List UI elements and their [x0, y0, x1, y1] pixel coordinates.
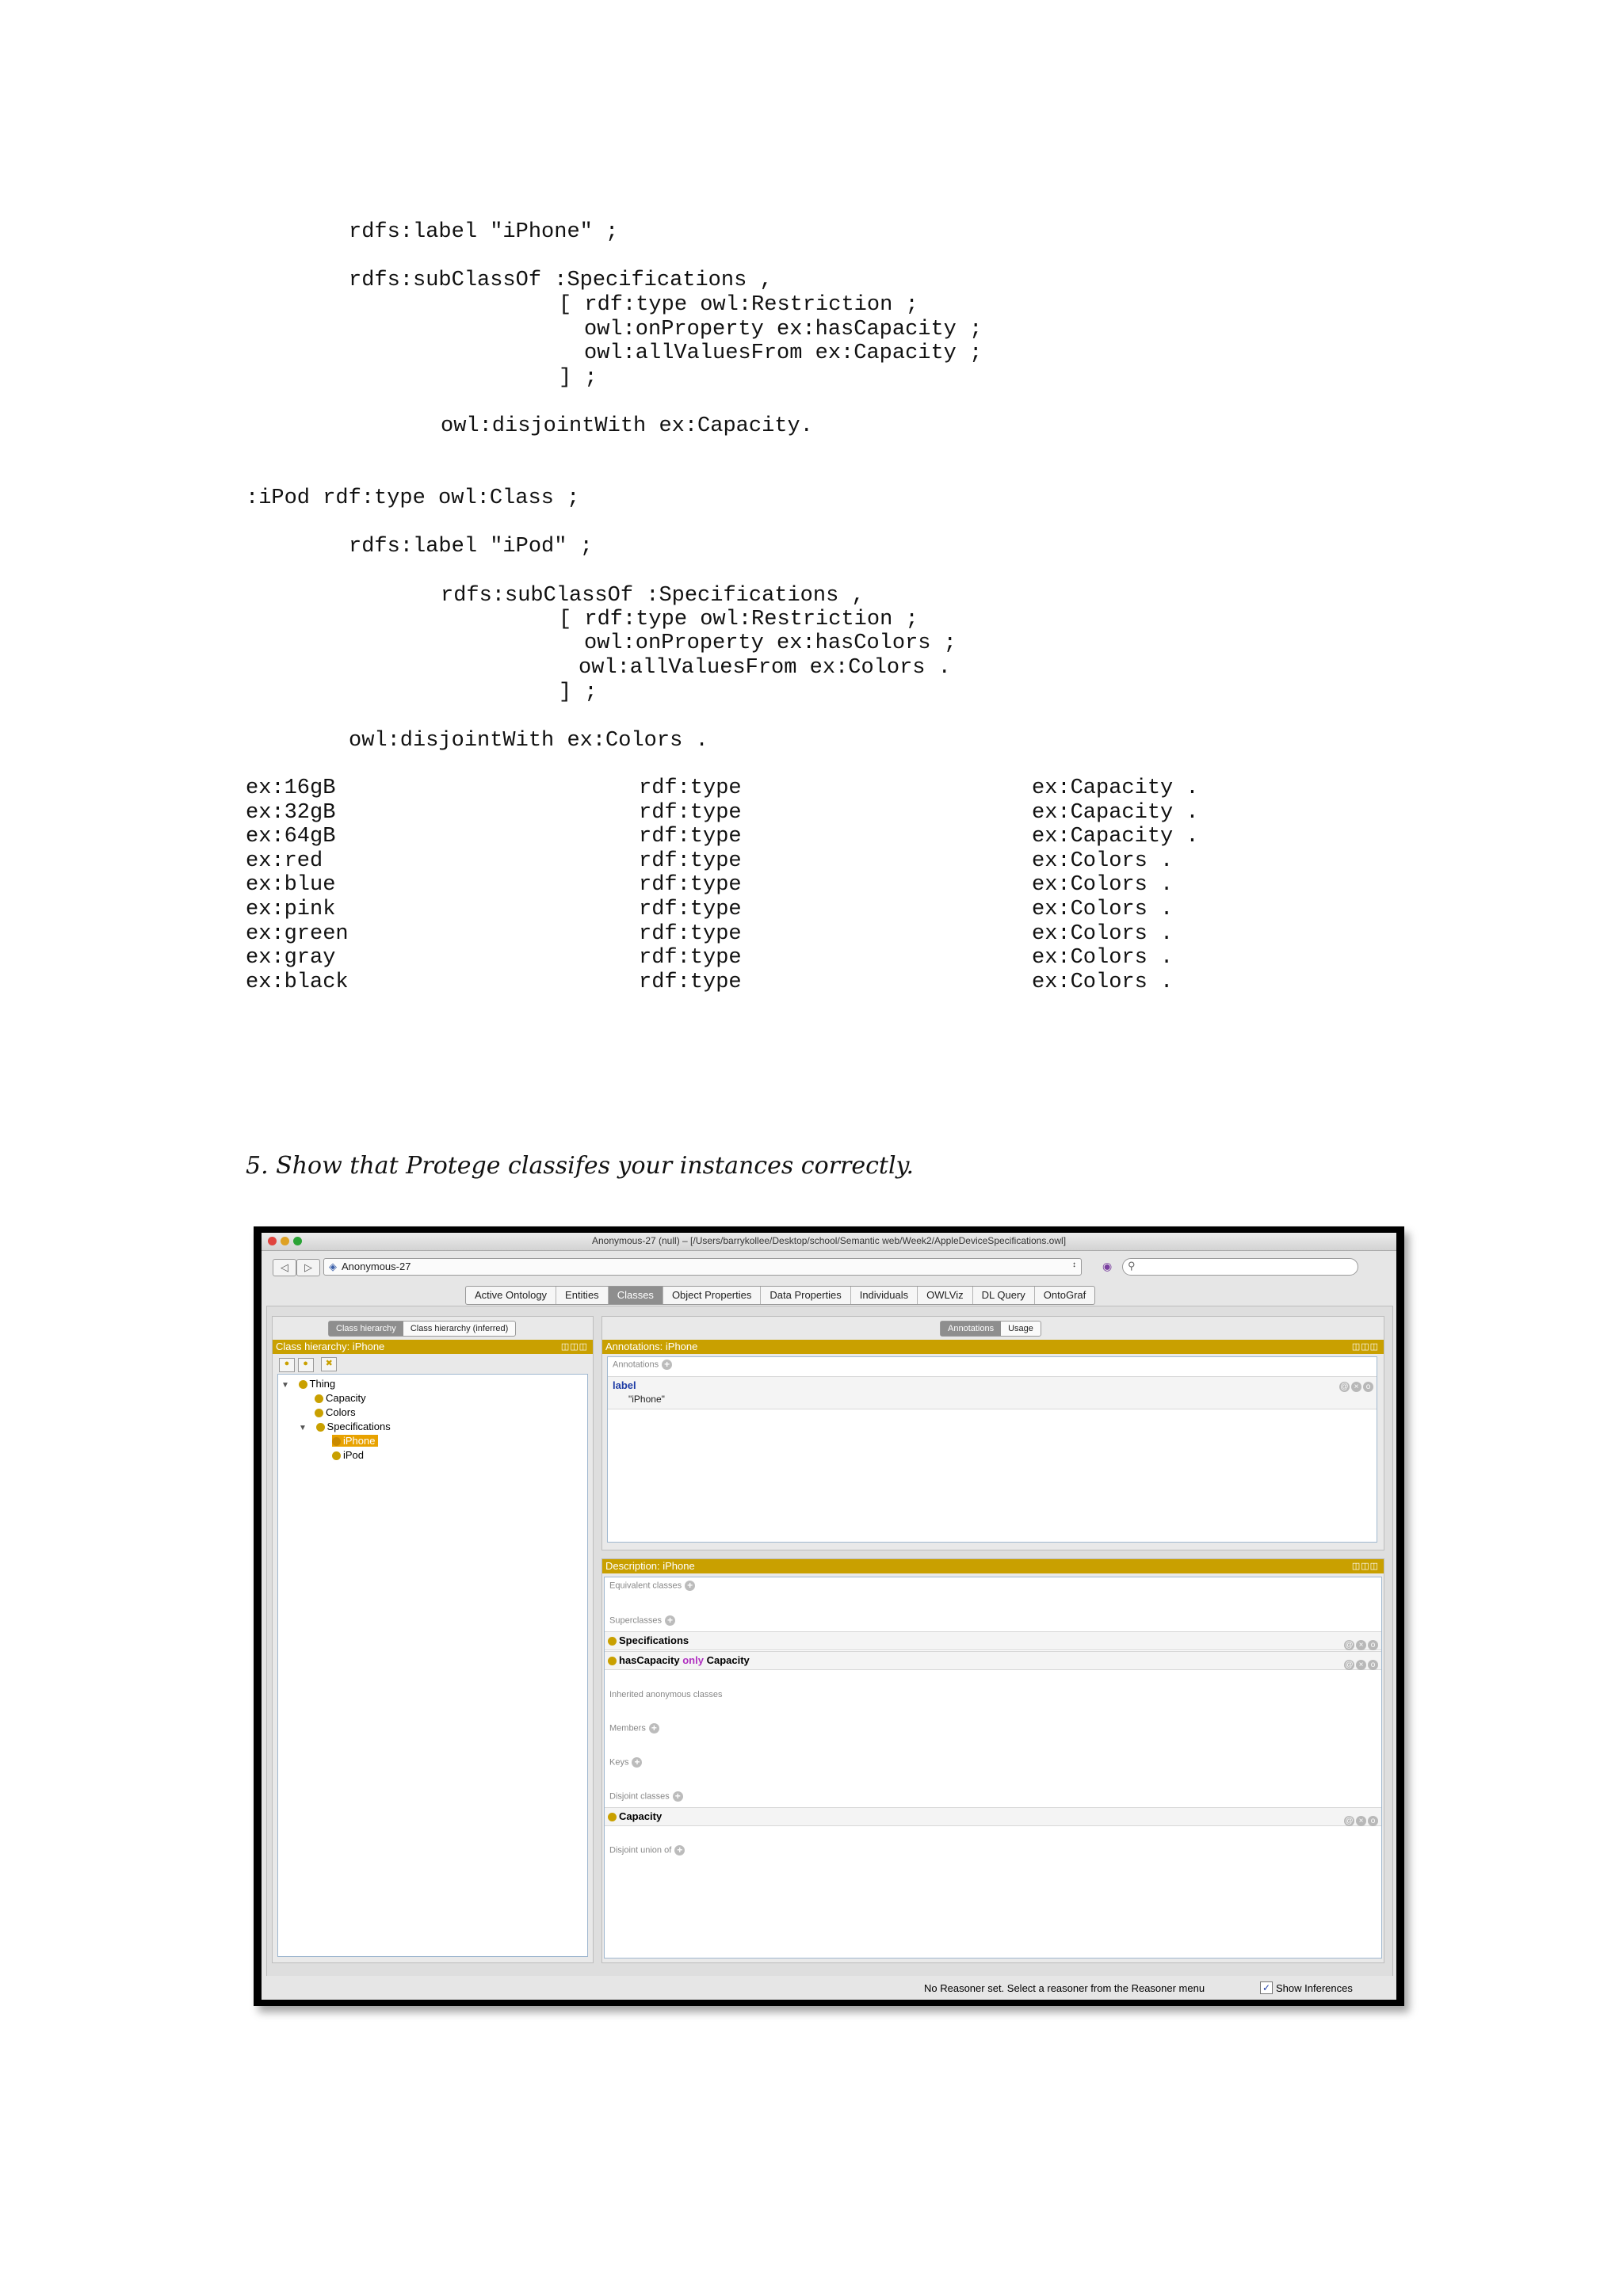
- code-line: :iPod rdf:type owl:Class ;: [246, 486, 580, 510]
- view-controls-icon[interactable]: ◫◫◫: [560, 1342, 588, 1352]
- info-icon[interactable]: @: [1345, 1817, 1354, 1825]
- annotations-list: [607, 1356, 1377, 1543]
- delete-class-icon[interactable]: ✖: [321, 1357, 337, 1371]
- tab-object-properties[interactable]: Object Properties: [663, 1287, 761, 1304]
- superclasses-label: [609, 1615, 675, 1626]
- annotations-section-text: Annotations: [613, 1360, 659, 1370]
- expand-triangle-icon[interactable]: ▼: [281, 1381, 289, 1390]
- edit-icon[interactable]: o: [1368, 1816, 1378, 1826]
- tab-classes[interactable]: Classes: [609, 1287, 663, 1304]
- annotations-header: [602, 1340, 1384, 1354]
- forward-arrow-icon: ▷: [304, 1261, 312, 1273]
- triple-predicate: rdf:type: [639, 776, 742, 800]
- forward-button[interactable]: [296, 1259, 320, 1276]
- superclass-name: Specifications: [619, 1634, 689, 1646]
- restriction-keyword: only: [682, 1654, 704, 1666]
- row-actions: [1342, 1635, 1378, 1653]
- row-actions: [1342, 1655, 1378, 1672]
- main-tabs: [465, 1286, 1095, 1305]
- disjoint-class-name: Capacity: [619, 1810, 663, 1822]
- superclass-row-restriction[interactable]: [605, 1651, 1381, 1670]
- info-icon[interactable]: @: [1345, 1641, 1354, 1650]
- tab-owlviz[interactable]: OWLViz: [918, 1287, 972, 1304]
- triple-object: ex:Colors .: [1032, 946, 1174, 971]
- expand-triangle-icon[interactable]: ▼: [299, 1424, 307, 1432]
- code-line: rdfs:subClassOf :Specifications ,: [349, 269, 773, 292]
- tab-class-hierarchy[interactable]: Class hierarchy: [329, 1322, 403, 1336]
- view-controls-icon[interactable]: ◫◫◫: [1351, 1562, 1379, 1571]
- members-label: [609, 1723, 659, 1733]
- annotations-view-switch: [940, 1321, 1041, 1337]
- toolbar: [262, 1251, 1396, 1283]
- class-icon: [299, 1380, 307, 1389]
- annotations-section-label: [613, 1360, 672, 1370]
- tab-individuals[interactable]: Individuals: [851, 1287, 918, 1304]
- code-line: owl:allValuesFrom ex:Colors .: [579, 656, 951, 680]
- tree-label: iPhone: [343, 1435, 376, 1447]
- keys-label: [609, 1757, 642, 1768]
- class-icon: [608, 1637, 617, 1646]
- description-header: [602, 1559, 1384, 1573]
- binoculars-icon[interactable]: ◉: [1102, 1260, 1113, 1272]
- triple-subject: ex:blue: [246, 873, 336, 898]
- reasoner-status: No Reasoner set. Select a reasoner from the Reasoner menu: [924, 1982, 1205, 1994]
- status-bar: [262, 1976, 1396, 2000]
- tab-annotations[interactable]: Annotations: [941, 1322, 1001, 1336]
- triple-predicate: rdf:type: [639, 849, 742, 873]
- code-line: owl:allValuesFrom ex:Capacity ;: [584, 341, 983, 365]
- class-icon: [608, 1813, 617, 1821]
- protege-window: [262, 1233, 1396, 2000]
- triple-object: ex:Capacity .: [1032, 776, 1199, 800]
- add-equivalent-icon[interactable]: +: [685, 1581, 695, 1591]
- tree-item-colors[interactable]: [315, 1406, 356, 1418]
- triple-object: ex:Capacity .: [1032, 800, 1199, 825]
- triple-predicate: rdf:type: [639, 825, 742, 849]
- title-bar: [262, 1233, 1396, 1251]
- triple-subject: ex:green: [246, 921, 349, 946]
- tab-active-ontology[interactable]: Active Ontology: [466, 1287, 556, 1304]
- ontology-icon: ◈: [329, 1261, 337, 1272]
- back-button[interactable]: [273, 1259, 296, 1276]
- window-title: Anonymous-27 (null) – [/Users/barrykollee/Desktop/school/Semantic web/Week2/AppleDeviceSpecifications.owl]: [591, 1235, 1067, 1246]
- code-line: ] ;: [559, 366, 598, 390]
- equivalent-classes-label: [609, 1581, 695, 1591]
- triple-subject: ex:pink: [246, 898, 336, 921]
- triple-object: ex:Colors .: [1032, 970, 1174, 994]
- hierarchy-view-switch: [328, 1321, 516, 1337]
- protege-screenshot: [254, 1226, 1404, 2006]
- code-line: [ rdf:type owl:Restriction ;: [559, 608, 918, 631]
- annotation-property: label: [613, 1379, 636, 1391]
- row-actions: [1342, 1811, 1378, 1829]
- delete-icon[interactable]: ×: [1356, 1660, 1366, 1670]
- code-line: rdfs:subClassOf :Specifications ,: [441, 584, 865, 608]
- add-member-icon[interactable]: +: [649, 1723, 659, 1733]
- view-controls-icon[interactable]: ◫◫◫: [1351, 1342, 1379, 1352]
- code-line: [ rdf:type owl:Restriction ;: [559, 293, 918, 317]
- tab-dl-query[interactable]: DL Query: [973, 1287, 1035, 1304]
- add-disjoint-icon[interactable]: +: [673, 1791, 683, 1802]
- ontology-combo-value: Anonymous-27: [342, 1261, 411, 1272]
- disjoint-union-label: [609, 1845, 685, 1855]
- triple-subject: ex:gray: [246, 946, 336, 971]
- add-subclass-icon[interactable]: ●: [279, 1358, 295, 1372]
- code-line: owl:onProperty ex:hasColors ;: [584, 631, 957, 655]
- description-list: [604, 1577, 1382, 1958]
- show-inferences-checkbox[interactable]: ✓: [1260, 1981, 1273, 1994]
- tab-ontograf[interactable]: OntoGraf: [1043, 1289, 1086, 1301]
- triple-subject: ex:16gB: [246, 776, 336, 800]
- triple-object: ex:Colors .: [1032, 873, 1174, 898]
- class-hierarchy-panel: [272, 1316, 594, 1963]
- tree-item-thing[interactable]: [281, 1378, 335, 1390]
- hierarchy-toolbar: [279, 1356, 337, 1372]
- delete-icon[interactable]: ×: [1351, 1382, 1361, 1392]
- info-icon[interactable]: @: [1345, 1661, 1354, 1669]
- edit-icon[interactable]: o: [1363, 1382, 1373, 1392]
- tab-entities[interactable]: Entities: [556, 1287, 609, 1304]
- class-icon: [315, 1409, 323, 1417]
- triple-subject: ex:red: [246, 849, 323, 873]
- tree-label: Colors: [326, 1406, 356, 1418]
- section-text: Superclasses: [609, 1615, 663, 1626]
- code-line: owl:disjointWith ex:Capacity.: [441, 414, 813, 438]
- tree-item-iphone[interactable]: [332, 1435, 378, 1447]
- triple-object: ex:Colors .: [1032, 849, 1174, 873]
- back-arrow-icon: ◁: [281, 1261, 288, 1273]
- code-line: ] ;: [559, 681, 598, 704]
- triple-object: ex:Colors .: [1032, 921, 1174, 946]
- tree-label: iPod: [343, 1449, 365, 1461]
- tab-usage[interactable]: Usage: [1008, 1324, 1033, 1333]
- info-icon[interactable]: @: [1340, 1383, 1349, 1391]
- edit-icon[interactable]: o: [1368, 1660, 1378, 1670]
- section-text: Disjoint classes: [609, 1791, 670, 1802]
- triple-subject: ex:64gB: [246, 825, 336, 849]
- tree-item-ipod[interactable]: [332, 1449, 364, 1461]
- triple-predicate: rdf:type: [639, 800, 742, 825]
- delete-icon[interactable]: ×: [1356, 1816, 1366, 1826]
- class-icon: [608, 1657, 617, 1665]
- row-actions: [1338, 1379, 1373, 1392]
- edit-icon[interactable]: o: [1368, 1640, 1378, 1650]
- task-heading: 5. Show that Protege classifes your instances correctly.: [246, 1152, 915, 1180]
- search-input[interactable]: [1122, 1258, 1358, 1276]
- triple-predicate: rdf:type: [639, 970, 742, 994]
- section-text: Keys: [609, 1757, 629, 1768]
- chevron-updown-icon: ↕: [1072, 1261, 1076, 1269]
- description-panel: [601, 1558, 1384, 1963]
- triple-subject: ex:32gB: [246, 800, 336, 825]
- tab-data-properties[interactable]: Data Properties: [761, 1287, 850, 1304]
- triple-object: ex:Capacity .: [1032, 825, 1199, 849]
- add-annotation-icon[interactable]: +: [662, 1360, 672, 1370]
- delete-icon[interactable]: ×: [1356, 1640, 1366, 1650]
- add-key-icon[interactable]: +: [632, 1757, 642, 1768]
- triple-predicate: rdf:type: [639, 898, 742, 921]
- triple-object: ex:Colors .: [1032, 898, 1174, 921]
- superclass-row-specifications[interactable]: [605, 1631, 1381, 1650]
- tree-item-specifications[interactable]: [299, 1421, 391, 1432]
- ontology-combo[interactable]: [323, 1258, 1082, 1276]
- triple-subject: ex:black: [246, 970, 349, 994]
- add-superclass-icon[interactable]: +: [665, 1615, 675, 1626]
- class-hierarchy-header: [273, 1340, 593, 1354]
- class-hierarchy-title: Class hierarchy: iPhone: [276, 1341, 385, 1352]
- disjoint-row-capacity[interactable]: [605, 1807, 1381, 1826]
- description-title: Description: iPhone: [605, 1560, 695, 1572]
- annotation-row[interactable]: [608, 1376, 1377, 1409]
- tree-label: Specifications: [327, 1421, 391, 1432]
- class-icon: [316, 1423, 325, 1432]
- annotations-panel: [601, 1316, 1384, 1550]
- code-line: rdfs:label "iPhone" ;: [349, 220, 619, 244]
- section-text: Disjoint union of: [609, 1845, 672, 1855]
- add-sibling-icon[interactable]: ●: [298, 1358, 314, 1372]
- triple-predicate: rdf:type: [639, 921, 742, 946]
- tree-item-capacity[interactable]: [315, 1392, 366, 1404]
- tree-label: Capacity: [326, 1392, 366, 1404]
- section-text: Members: [609, 1723, 646, 1733]
- classes-tab-content: [266, 1306, 1393, 1977]
- annotations-title: Annotations: iPhone: [605, 1341, 698, 1352]
- show-inferences-label: Show Inferences: [1276, 1982, 1353, 1994]
- tree-label: Thing: [309, 1378, 336, 1390]
- triple-predicate: rdf:type: [639, 946, 742, 971]
- tab-class-hierarchy-inferred[interactable]: Class hierarchy (inferred): [410, 1324, 509, 1333]
- triple-predicate: rdf:type: [639, 873, 742, 898]
- class-icon: [332, 1451, 341, 1460]
- class-icon: [332, 1437, 341, 1446]
- disjoint-classes-label: [609, 1791, 683, 1802]
- code-line: owl:disjointWith ex:Colors .: [349, 729, 708, 753]
- section-text: Equivalent classes: [609, 1581, 682, 1591]
- class-icon: [315, 1394, 323, 1403]
- inherited-anonymous-label: Inherited anonymous classes: [609, 1690, 723, 1699]
- search-icon: ⚲: [1128, 1260, 1136, 1272]
- restriction-filler: Capacity: [706, 1654, 750, 1666]
- add-disjoint-union-icon[interactable]: +: [674, 1845, 685, 1855]
- class-tree: [277, 1374, 588, 1957]
- code-line: rdfs:label "iPod" ;: [349, 535, 593, 559]
- restriction-property: hasCapacity: [619, 1654, 680, 1666]
- annotation-value: "iPhone": [628, 1394, 665, 1405]
- code-line: owl:onProperty ex:hasCapacity ;: [584, 318, 983, 341]
